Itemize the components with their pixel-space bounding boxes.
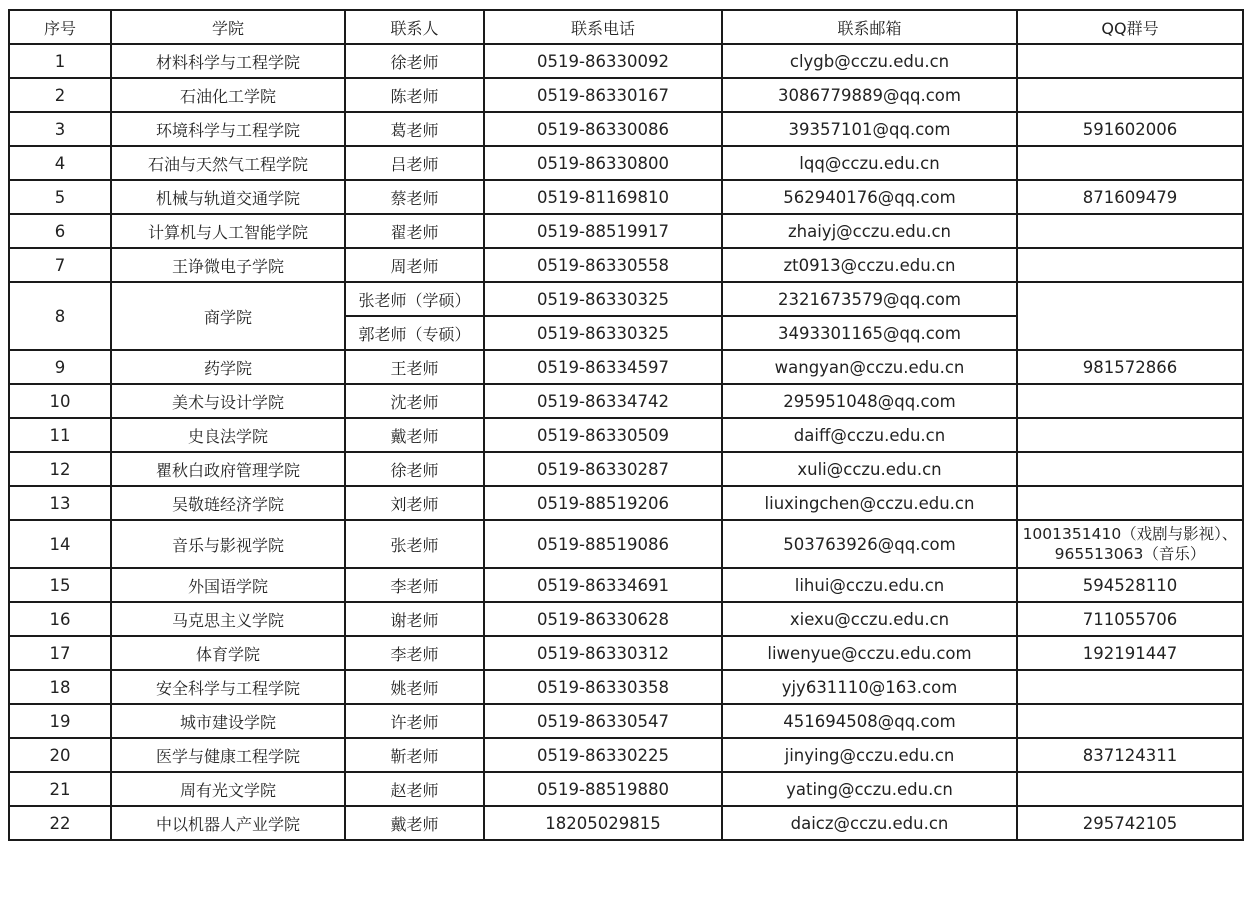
college-name: 音乐与影视学院 [111,520,345,568]
table-row [9,806,1243,840]
contact-email: daiff@cczu.edu.cn [722,418,1017,452]
header-contact-person: 联系人 [345,10,484,44]
contact-person: 张老师（学硕） [345,282,484,316]
table-row [9,146,1243,180]
header-row [9,10,1243,44]
qq-group-number: 1001351410（戏剧与影视）、965513063（音乐） [1017,520,1243,568]
college-name: 马克思主义学院 [111,602,345,636]
qq-group-number: 711055706 [1017,602,1243,636]
table-row [9,772,1243,806]
qq-group-number [1017,670,1243,704]
row-index: 9 [9,350,111,384]
contact-email: yjy631110@163.com [722,670,1017,704]
row-index: 1 [9,44,111,78]
contact-email: clygb@cczu.edu.cn [722,44,1017,78]
row-index: 17 [9,636,111,670]
college-name: 石油化工学院 [111,78,345,112]
contact-email: zhaiyj@cczu.edu.cn [722,214,1017,248]
contact-phone: 0519-86330325 [484,316,722,350]
contact-phone: 0519-86330800 [484,146,722,180]
contact-email: lqq@cczu.edu.cn [722,146,1017,180]
qq-group-number [1017,78,1243,112]
contact-phone: 0519-86330092 [484,44,722,78]
contact-phone: 0519-86330225 [484,738,722,772]
contact-person: 姚老师 [345,670,484,704]
contact-person: 周老师 [345,248,484,282]
contact-phone: 0519-86330509 [484,418,722,452]
college-name: 中以机器人产业学院 [111,806,345,840]
row-index: 16 [9,602,111,636]
qq-group-number [1017,704,1243,738]
contact-person: 谢老师 [345,602,484,636]
contact-person: 翟老师 [345,214,484,248]
contact-phone: 0519-86330086 [484,112,722,146]
row-index: 6 [9,214,111,248]
contact-email: 295951048@qq.com [722,384,1017,418]
contact-person: 赵老师 [345,772,484,806]
contact-email: daicz@cczu.edu.cn [722,806,1017,840]
contact-person: 徐老师 [345,452,484,486]
contact-phone: 0519-86330312 [484,636,722,670]
contact-email: yating@cczu.edu.cn [722,772,1017,806]
qq-group-number [1017,452,1243,486]
contact-person: 张老师 [345,520,484,568]
row-index: 20 [9,738,111,772]
contact-phone: 0519-86330167 [484,78,722,112]
contact-person: 王老师 [345,350,484,384]
contact-phone: 0519-81169810 [484,180,722,214]
contact-phone: 0519-86330325 [484,282,722,316]
college-name: 医学与健康工程学院 [111,738,345,772]
table-row [9,452,1243,486]
row-index: 10 [9,384,111,418]
college-name: 周有光文学院 [111,772,345,806]
college-name: 石油与天然气工程学院 [111,146,345,180]
contact-email: 562940176@qq.com [722,180,1017,214]
table-row [9,738,1243,772]
row-index: 13 [9,486,111,520]
table-row [9,486,1243,520]
qq-group-number [1017,44,1243,78]
qq-group-number [1017,418,1243,452]
contact-phone: 0519-86334691 [484,568,722,602]
contact-email: 2321673579@qq.com [722,282,1017,316]
qq-group-number: 981572866 [1017,350,1243,384]
college-name: 体育学院 [111,636,345,670]
row-index: 21 [9,772,111,806]
contact-email: lihui@cczu.edu.cn [722,568,1017,602]
contact-phone: 0519-88519206 [484,486,722,520]
contact-person: 李老师 [345,568,484,602]
contact-email: 39357101@qq.com [722,112,1017,146]
row-index: 15 [9,568,111,602]
qq-group-number [1017,384,1243,418]
contact-phone: 0519-88519086 [484,520,722,568]
college-name: 环境科学与工程学院 [111,112,345,146]
header-index: 序号 [9,10,111,44]
header-college: 学院 [111,10,345,44]
qq-group-number: 594528110 [1017,568,1243,602]
table-row [9,636,1243,670]
college-name: 药学院 [111,350,345,384]
row-index: 4 [9,146,111,180]
table-row [9,78,1243,112]
qq-group-number [1017,282,1243,350]
contact-phone: 0519-86330287 [484,452,722,486]
contact-phone: 0519-86330628 [484,602,722,636]
contact-email: 451694508@qq.com [722,704,1017,738]
contact-email: 3493301165@qq.com [722,316,1017,350]
contact-person: 吕老师 [345,146,484,180]
qq-group-number: 871609479 [1017,180,1243,214]
college-name: 机械与轨道交通学院 [111,180,345,214]
qq-group-number [1017,486,1243,520]
qq-group-number [1017,214,1243,248]
table-row [9,112,1243,146]
contact-person: 葛老师 [345,112,484,146]
row-index: 12 [9,452,111,486]
contact-phone: 0519-86334742 [484,384,722,418]
contact-person: 李老师 [345,636,484,670]
table-row [9,418,1243,452]
qq-group-number: 837124311 [1017,738,1243,772]
contact-email: jinying@cczu.edu.cn [722,738,1017,772]
college-name: 吴敬琏经济学院 [111,486,345,520]
college-name: 史良法学院 [111,418,345,452]
table-row [9,248,1243,282]
contact-email: liuxingchen@cczu.edu.cn [722,486,1017,520]
qq-group-number [1017,248,1243,282]
row-index: 7 [9,248,111,282]
table-row [9,180,1243,214]
header-qq-group: QQ群号 [1017,10,1243,44]
contact-email: xuli@cczu.edu.cn [722,452,1017,486]
college-name: 美术与设计学院 [111,384,345,418]
table-row [9,670,1243,704]
table-row [9,704,1243,738]
contact-person: 戴老师 [345,806,484,840]
contact-email: zt0913@cczu.edu.cn [722,248,1017,282]
contact-person: 徐老师 [345,44,484,78]
row-index: 22 [9,806,111,840]
college-name: 材料科学与工程学院 [111,44,345,78]
contact-person: 郭老师（专硕） [345,316,484,350]
table-row [9,44,1243,78]
header-email: 联系邮箱 [722,10,1017,44]
row-index: 3 [9,112,111,146]
contact-table-container [8,9,1244,841]
contact-phone: 0519-88519917 [484,214,722,248]
contact-email: xiexu@cczu.edu.cn [722,602,1017,636]
qq-group-number: 591602006 [1017,112,1243,146]
contact-person: 戴老师 [345,418,484,452]
contact-person: 刘老师 [345,486,484,520]
college-name: 城市建设学院 [111,704,345,738]
contact-person: 蔡老师 [345,180,484,214]
college-name: 瞿秋白政府管理学院 [111,452,345,486]
table-row [9,350,1243,384]
contact-table [8,9,1244,841]
row-index: 11 [9,418,111,452]
table-row [9,568,1243,602]
table-row [9,520,1243,568]
qq-group-number: 192191447 [1017,636,1243,670]
row-index: 8 [9,282,111,350]
contact-person: 靳老师 [345,738,484,772]
table-row [9,214,1243,248]
college-name: 商学院 [111,282,345,350]
contact-email: wangyan@cczu.edu.cn [722,350,1017,384]
college-name: 外国语学院 [111,568,345,602]
contact-phone: 0519-86334597 [484,350,722,384]
row-index: 5 [9,180,111,214]
table-row [9,384,1243,418]
contact-person: 陈老师 [345,78,484,112]
contact-email: 503763926@qq.com [722,520,1017,568]
row-index: 2 [9,78,111,112]
qq-group-number: 295742105 [1017,806,1243,840]
contact-phone: 0519-88519880 [484,772,722,806]
table-body [9,44,1243,840]
row-index: 14 [9,520,111,568]
qq-group-number [1017,146,1243,180]
table-row [9,282,1243,316]
contact-person: 许老师 [345,704,484,738]
row-index: 18 [9,670,111,704]
contact-phone: 18205029815 [484,806,722,840]
row-index: 19 [9,704,111,738]
contact-person: 沈老师 [345,384,484,418]
college-name: 王诤微电子学院 [111,248,345,282]
qq-group-number [1017,772,1243,806]
table-row [9,602,1243,636]
contact-email: 3086779889@qq.com [722,78,1017,112]
college-name: 安全科学与工程学院 [111,670,345,704]
contact-phone: 0519-86330547 [484,704,722,738]
contact-phone: 0519-86330558 [484,248,722,282]
header-phone: 联系电话 [484,10,722,44]
contact-phone: 0519-86330358 [484,670,722,704]
college-name: 计算机与人工智能学院 [111,214,345,248]
contact-email: liwenyue@cczu.edu.com [722,636,1017,670]
